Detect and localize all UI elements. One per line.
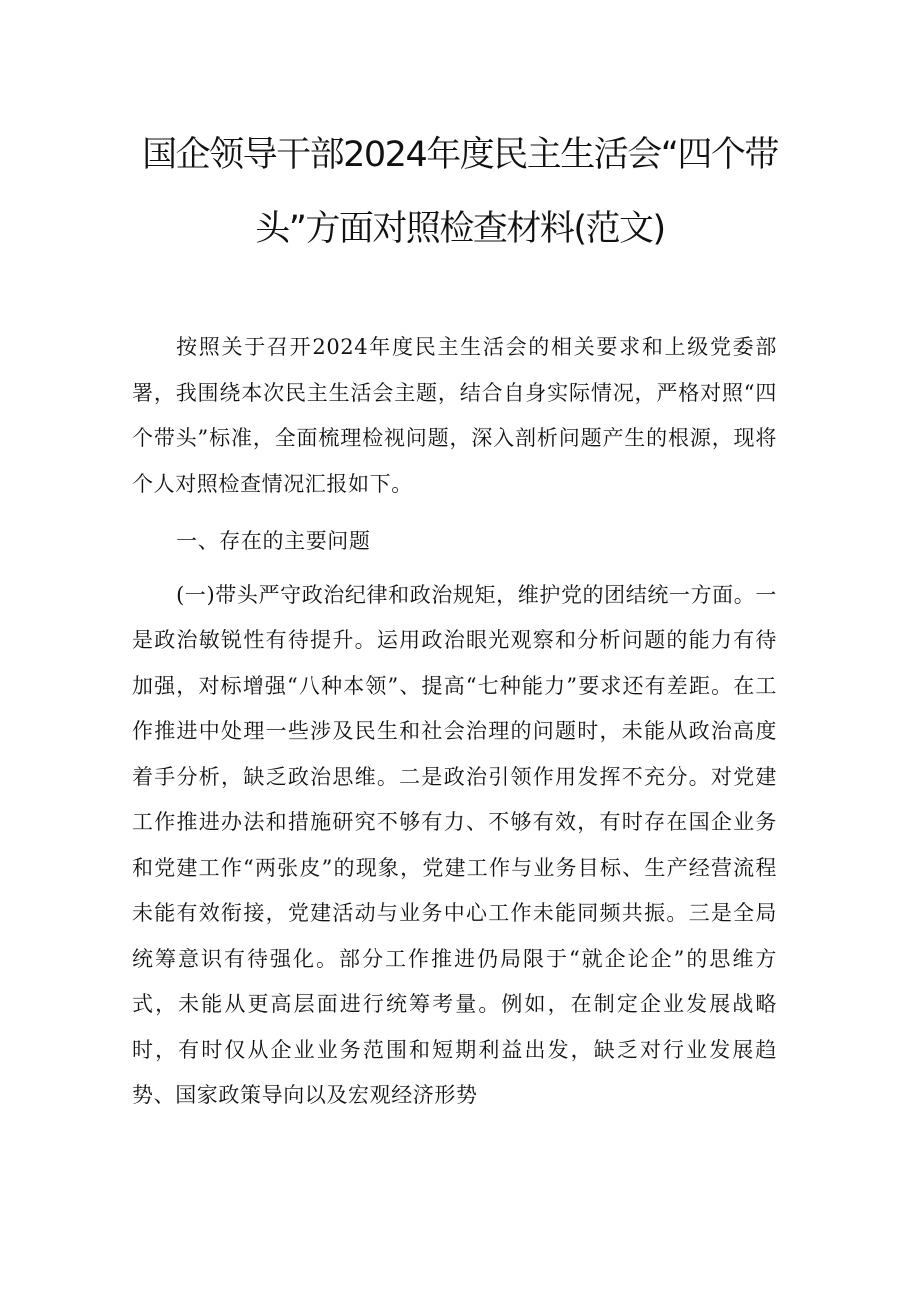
document-body bbox=[132, 325, 777, 1119]
body-paragraph: (一)带头严守政治纪律和政治规矩，维护党的团结统一方面。一是政治敏锐性有待提升。运用政治眼光观察和分析问题的能力有待加强，对标增强“八种本领”、提高“七种能力”要求还有差距。在工作推进中处理一些涉及民生和社会治理的问题时，未能从政治高度着手分析，缺乏政治思维。二是政治引领作用发挥不充分。对党建工作推进办法和措施研究不够有力、不够有效，有时存在国企业务和党建工作“两张皮”的现象，党建工作与业务目标、生产经营流程未能有效衔接，党建活动与业务中心工作未能同频共振。三是全局统筹意识有待强化。部分工作推进仍局限于“就企论企”的思维方式，未能从更高层面进行统筹考量。例如，在制定企业发展战略时，有时仅从企业业务范围和短期利益出发，缺乏对行业发展趋势、国家政策导向以及宏观经济形势 bbox=[132, 582, 777, 1107]
title-line-2: 头”方面对照检查材料(范文) bbox=[255, 209, 665, 249]
title-line-1: 国企领导干部2024年度民主生活会“四个带 bbox=[142, 135, 778, 175]
intro-paragraph: 按照关于召开2024年度民主生活会的相关要求和上级党委部署，我围绕本次民主生活会主题，结合自身实际情况，严格对照“四个带头”标准，全面梳理检视问题，深入剖析问题产生的根源，现将个人对照检查情况汇报如下。 bbox=[132, 335, 777, 496]
section-heading: 一、存在的主要问题 bbox=[176, 529, 371, 553]
document-title bbox=[100, 118, 820, 266]
